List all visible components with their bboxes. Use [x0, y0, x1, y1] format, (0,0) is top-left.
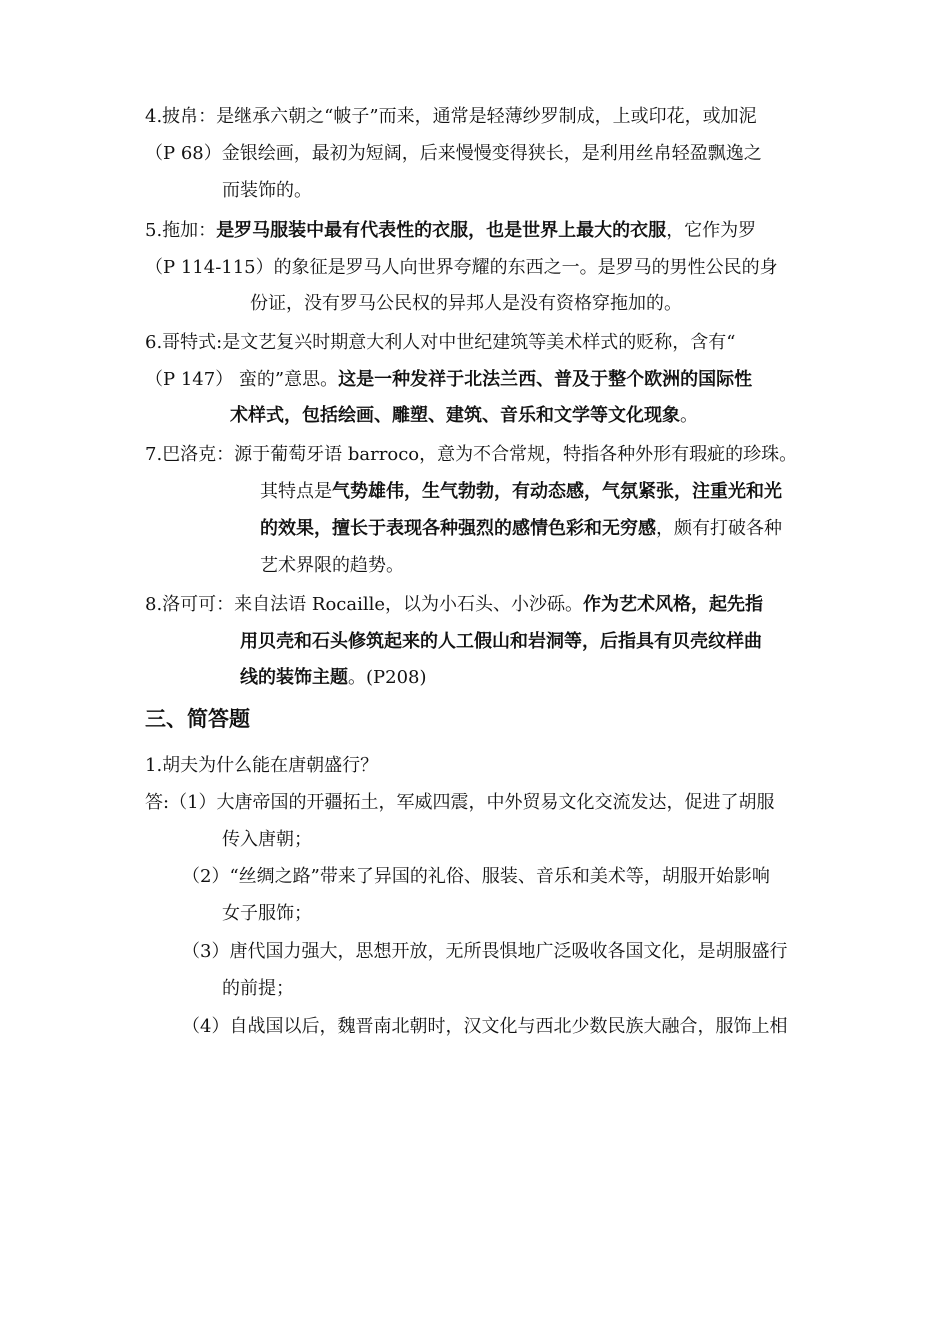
term-6-line-2	[145, 369, 752, 391]
term-5-line-2: （P 114-115）的象征是罗马人向世界夸耀的东西之一。是罗马的男性公民的身	[145, 257, 778, 278]
section-heading: 三、简答题	[145, 707, 250, 731]
term-6-page: （P 147） 蛮的”意思。	[145, 369, 339, 390]
term-5-label: 5.拖加：	[145, 220, 217, 241]
term-6-tail: 。	[680, 405, 698, 426]
answer-2-line-1: （2）“丝绸之路”带来了异国的礼俗、服装、音乐和美术等，胡服开始影响	[182, 866, 770, 887]
term-6-line-3	[230, 405, 698, 427]
term-8-line-1	[145, 594, 763, 616]
term-8-lead: 8.洛可可：来自法语 Rocaille，以为小石头、小沙砾。	[145, 594, 584, 615]
term-5-tail: ，它作为罗	[666, 220, 757, 241]
term-4-line-3: 而装饰的。	[222, 180, 312, 201]
term-6-line-1: 6.哥特式:是文艺复兴时期意大利人对中世纪建筑等美术样式的贬称，含有“	[145, 332, 736, 353]
term-7-tail: ，颇有打破各种	[656, 518, 782, 539]
term-7-line-4: 艺术界限的趋势。	[260, 555, 404, 576]
question-1: 1.胡夫为什么能在唐朝盛行？	[145, 755, 379, 776]
term-8-bold-3: 线的装饰主题	[240, 667, 348, 688]
term-4-line-1: 4.披帛：是继承六朝之“帔子”而来，通常是轻薄纱罗制成，上或印花，或加泥	[145, 106, 757, 127]
term-8-line-2	[240, 631, 762, 653]
term-6-bold-1: 这是一种发祥于北法兰西、普及于整个欧洲的国际性	[338, 369, 753, 390]
answer-4-line-1: （4）自战国以后，魏晋南北朝时，汉文化与西北少数民族大融合，服饰上相	[182, 1016, 788, 1037]
term-5-line-1	[145, 220, 756, 242]
term-5-line-3: 份证，没有罗马公民权的异邦人是没有资格穿拖加的。	[250, 293, 682, 314]
answer-2-line-2: 女子服饰；	[222, 903, 312, 924]
term-8-line-3	[240, 667, 427, 689]
term-7-line-3	[260, 518, 782, 540]
term-7-line-1: 7.巴洛克：源于葡萄牙语 barroco，意为不合常规，特指各种外形有瑕疵的珍珠。	[145, 444, 798, 465]
term-7-lead: 其特点是	[260, 481, 332, 502]
term-8-tail: 。(P208)	[348, 667, 427, 688]
term-7-line-2	[260, 481, 782, 503]
term-8-bold-2: 用贝壳和石头修筑起来的人工假山和岩洞等，后指具有贝壳纹样曲	[240, 631, 762, 652]
term-7-bold-1: 气势雄伟，生气勃勃，有动态感，气氛紧张，注重光和光	[332, 481, 782, 502]
answer-3-line-1: （3）唐代国力强大，思想开放，无所畏惧地广泛吸收各国文化，是胡服盛行	[182, 941, 788, 962]
term-4-line-2: （P 68）金银绘画，最初为短阔，后来慢慢变得狭长，是利用丝帛轻盈飘逸之	[145, 143, 762, 164]
term-6-bold-2: 术样式，包括绘画、雕塑、建筑、音乐和文学等文化现象	[230, 405, 680, 426]
answer-1-line-1: 答:（1）大唐帝国的开疆拓土，军威四震，中外贸易文化交流发达，促进了胡服	[145, 792, 775, 813]
term-7-bold-2: 的效果，擅长于表现各种强烈的感情色彩和无穷感	[260, 518, 656, 539]
term-8-bold-1: 作为艺术风格，起先指	[583, 594, 764, 615]
term-5-bold: 是罗马服装中最有代表性的衣服，也是世界上最大的衣服	[216, 220, 667, 241]
answer-1-line-2: 传入唐朝；	[222, 829, 312, 850]
answer-3-line-2: 的前提；	[222, 978, 294, 999]
